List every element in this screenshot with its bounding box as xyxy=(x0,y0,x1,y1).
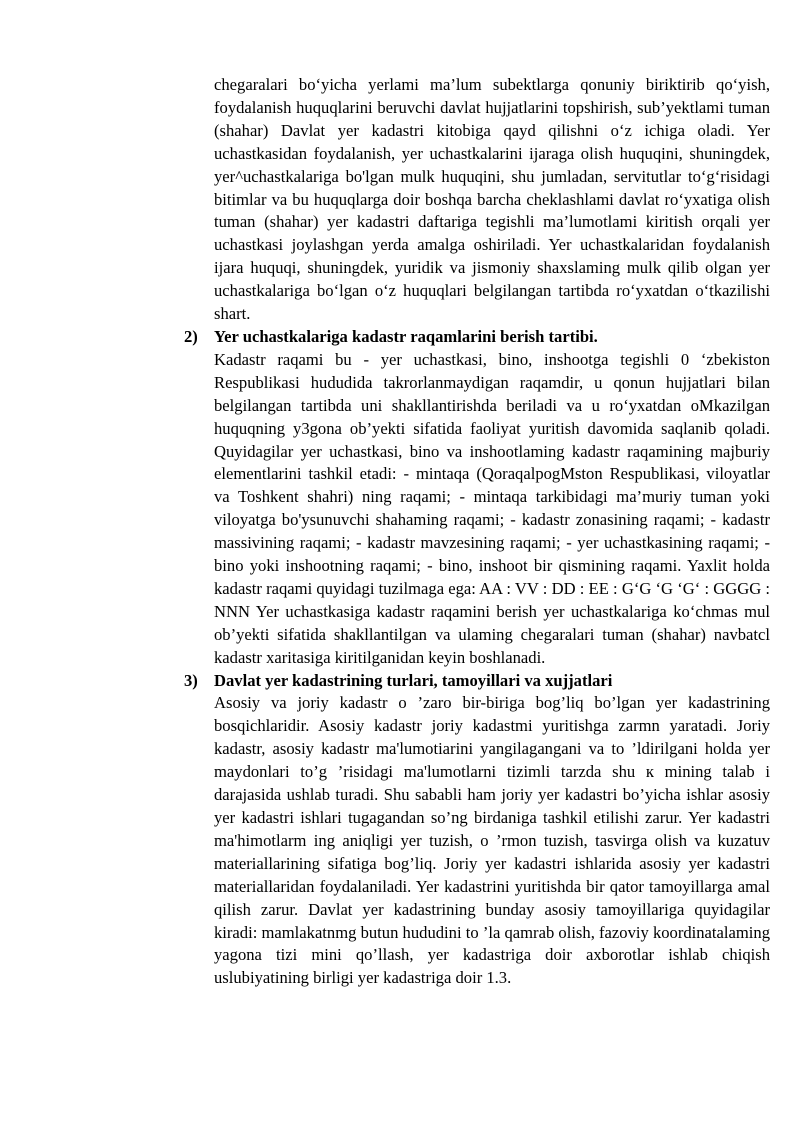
section-3-number: 3) xyxy=(184,670,198,690)
document-body xyxy=(184,74,770,990)
intro-paragraph: chegaralari bo‘yicha yerlami ma’lum subektlarga qonuniy biriktirib qo‘yish, foydalanish huquqlarini beruvchi davlat hujjatlarini topshirish, sub’yektlami tuman (shahar) Davlat yer kadastri kitobiga qayd qilishni o‘z ichiga oladi. Yer uchastkasidan foydalanish, yer uchastkalarini ijaraga olish huquqini, shuningdek, yer^uchastkalariga bo'lgan mulk huquqini, shu jumladan, servitutlar to‘g‘risidagi bitimlar va bu huquqlarga doir boshqa barcha cheklashlami davlat ro‘yxatiga olish tuman (shahar) yer kadastri daftariga tegishli ma’lumotlami kiritish orqali yer uchastkasi joylashgan yerda amalga oshiriladi. Yer uchastkalaridan foydalanish ijara huquqi, shuningdek, yuridik va jismoniy shaxslaming mulk qilib olgan yer uchastkalariga bo‘lgan o‘z huquqlari belgilangan tartibda ro‘yxatdan o‘tkazilishi shart. xyxy=(214,75,770,324)
section-3-paragraph: Asosiy va joriy kadastr o ’zaro bir-biriga bog’liq bo’lgan yer kadastrining bosqichlaridir. Asosiy kadastr joriy kadastmi yuritishga zarmn yaratadi. Joriy kadastr, asosiy kadastr ma'lumotiarini yangilagangani va to ’ldirilgani holda yer maydonlari to’g ’risidagi ma'lumotlarni tizimli tarzda shu к mining talab i darajasida ushlab turadi. Shu sababli ham joriy yer kadastri bo’yicha ishlar asosiy yer kadastri ishlari tugagandan so’ng birdaniga tashkil etilishi zarur. Yer kadastri ma'himotlarm ing aniqligi yer tuzish, o ’rmon tuzish, tasvirga olish va kuzatuv materiallarining sifatiga bog’liq. Joriy yer kadastri ishlarida asosiy yer kadastri materiallaridan foydalaniladi. Yer kadastrini yuritishda bir qator tamoyillarga amal qilish zarur. Davlat yer kadastrining bunday asosiy tamoyillariga quyidagilar kiradi: mamlakatnmg butun hududini to ’la qamrab olish, fazoviy koordinatalaming yagona tizi mini qo’llash, yer kadastriga doir axborotlar ishlab chiqish uslubiyatining birligi yer kadastriga doir 1.3. xyxy=(214,693,770,988)
section-2-title: Yer uchastkalariga kadastr raqamlarini berish tartibi. xyxy=(214,326,598,346)
section-3-title: Davlat yer kadastrining turlari, tamoyillari va xujjatlari xyxy=(214,670,613,690)
section-2-paragraph: Kadastr raqami bu - yer uchastkasi, bino, inshootga tegishli 0 ‘zbekiston Respublikasi hududida takrorlanmaydigan raqamdir, u qonun hujjatlari bilan belgilangan tartibda uni shakllantirishda beriladi va u ro‘yxatdan oMkazilgan huquqning y3gona ob’yekti sifatida faoliyat yuritish davomida saqlanib qoladi. Quyidagilar yer uchastkasi, bino va inshootlaming kadastr raqamining majburiy elementlarini tashkil etadi: - mintaqa (QoraqalpogMston Respublikasi, viloyatlar va Toshkent shahri) ning raqami; - mintaqa tarkibidagi ma’muriy tuman yoki viloyatga bo'ysunuvchi shahaming raqami; - kadastr zonasining raqami; - kadastr massivining raqami; - kadastr mavzesining raqami; - yer uchastkasining raqami; - bino yoki inshootning raqami; - bino, inshoot bir qismining raqami. Yaxlit holda kadastr raqami quyidagi tuzilmaga ega: AA : VV : DD : EE : G‘G ‘G ‘G‘ : GGGG : NNN Yer uchastkasiga kadastr raqamini berish yer uchastkalariga ko‘chmas mul ob’yekti sifatida shakllantilgan va ulaming chegaralari tuman (shahar) navbatcl kadastr xaritasiga kiritilganidan keyin boshlanadi. xyxy=(214,349,770,667)
section-2-heading xyxy=(184,326,770,349)
section-3-heading xyxy=(184,670,770,693)
section-2-number: 2) xyxy=(184,326,198,346)
